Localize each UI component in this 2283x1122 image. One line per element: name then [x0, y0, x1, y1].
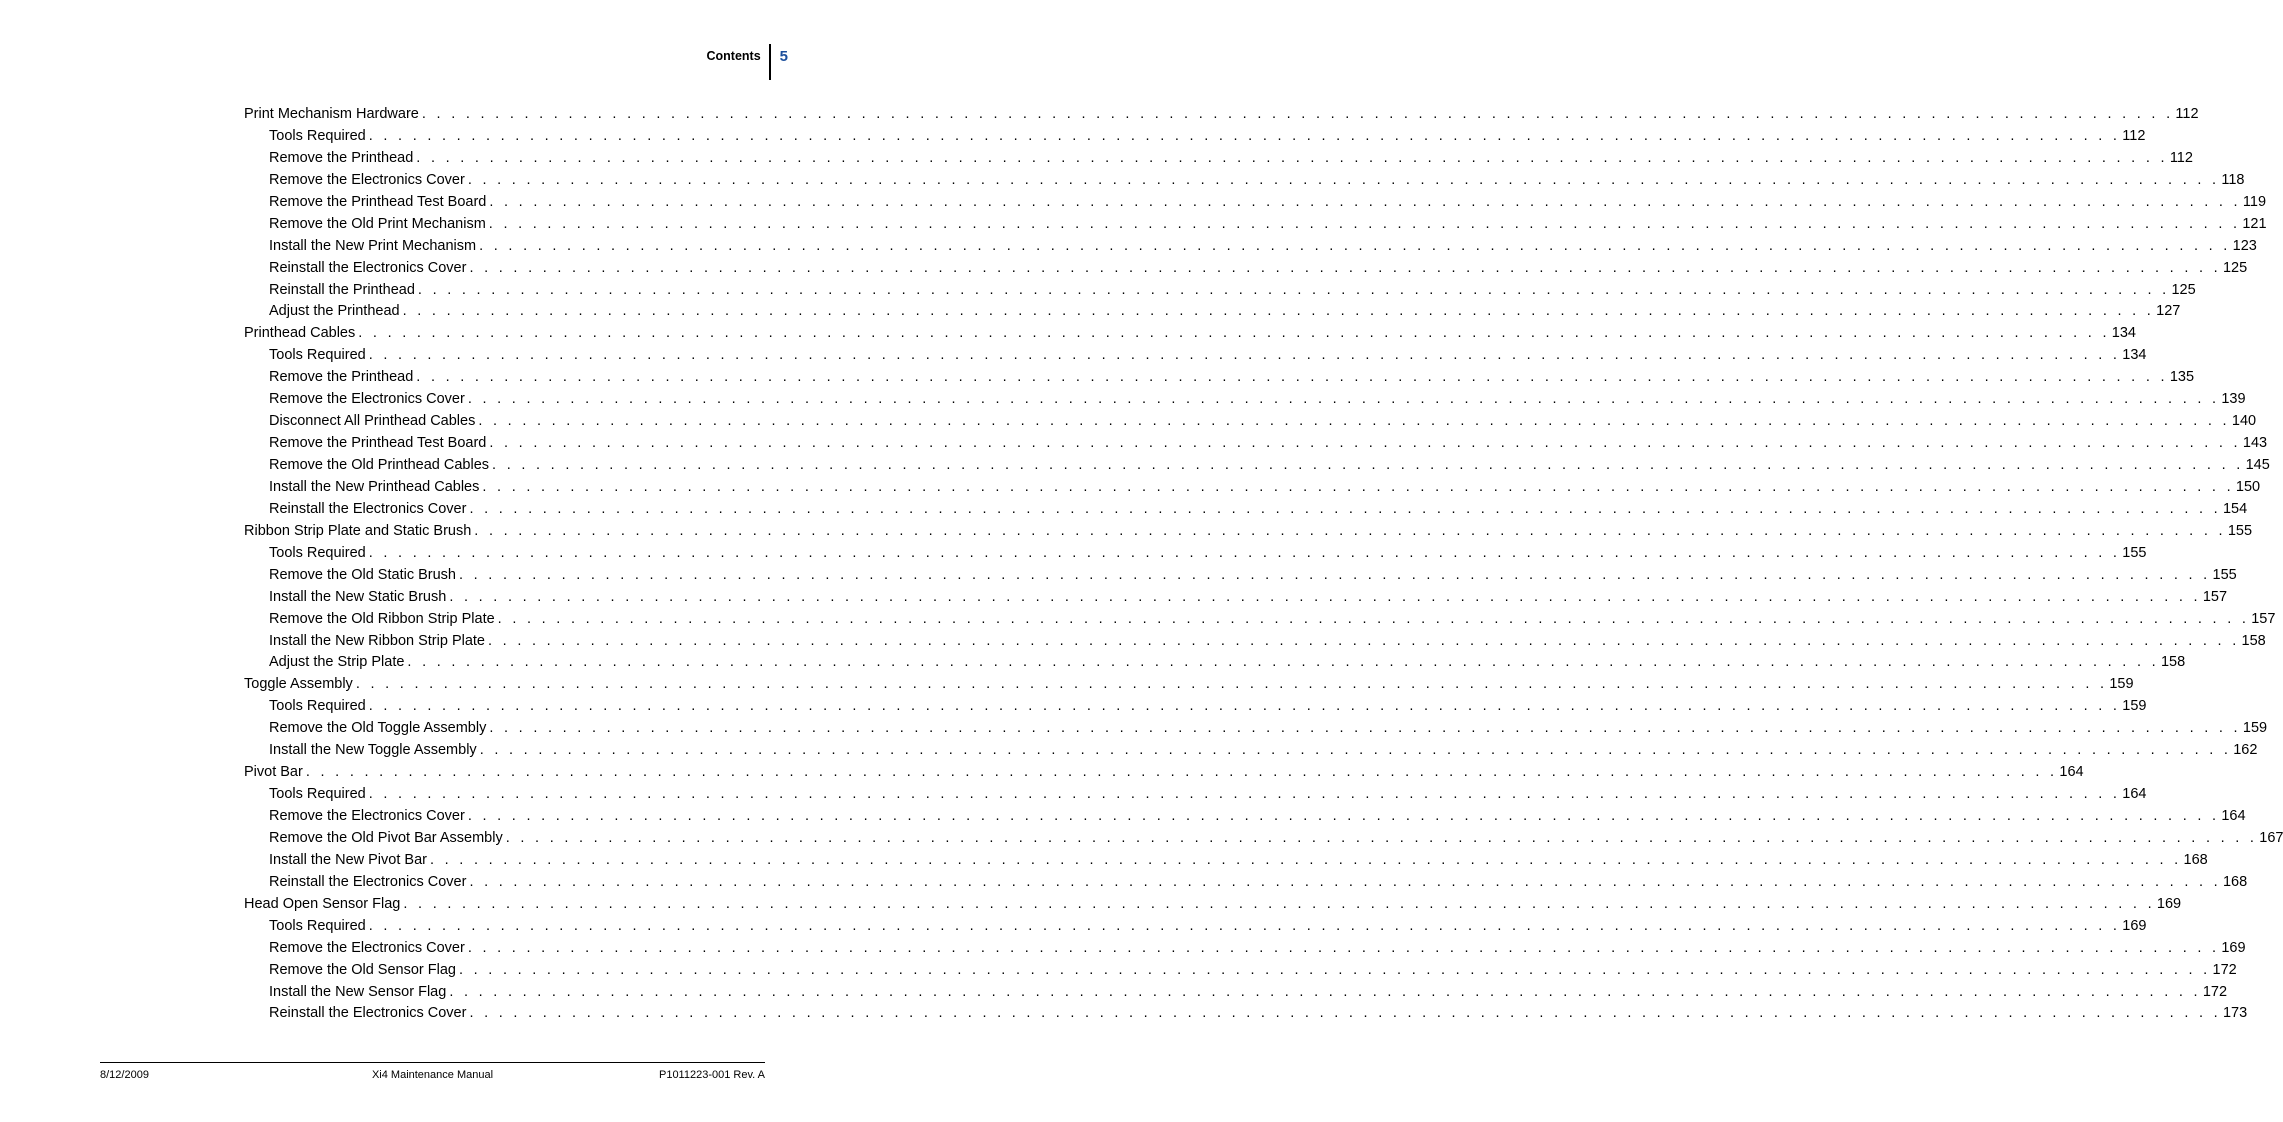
toc-entry-page: 169	[2221, 939, 2246, 956]
toc-dot-leader: . . . . . . . . . . . . . . . . . . . . . . . . . . . . . . . . . . . . . . . . . . . . . . . . . . . . . . . . . . . . . . . . . . . . . . . . . . . . . . . . . . . . . . . . . . . . . . . . . . . . . . . . . . . . . . . . . . . . . . . .	[505, 829, 2258, 846]
footer-date: 8/12/2009	[100, 1069, 149, 1081]
toc-entry-title: Remove the Printhead	[269, 149, 414, 166]
toc-entry-title: Remove the Old Sensor Flag	[269, 961, 456, 978]
toc-entry-title: Remove the Old Print Mechanism	[269, 215, 486, 232]
toc-entry-title: Head Open Sensor Flag	[244, 895, 401, 912]
toc-entry-title: Remove the Printhead	[269, 369, 414, 386]
toc-dot-leader: . . . . . . . . . . . . . . . . . . . . . . . . . . . . . . . . . . . . . . . . . . . . . . . . . . . . . . . . . . . . . . . . . . . . . . . . . . . . . . . . . . . . . . . . . . . . . . . . . . . . . . . . . . . . . . . . . . . . . . . .	[368, 347, 2121, 364]
toc-entry-title: Print Mechanism Hardware	[244, 106, 419, 122]
toc-entry-title: Install the New Pivot Bar	[269, 851, 427, 868]
toc-dot-leader: . . . . . . . . . . . . . . . . . . . . . . . . . . . . . . . . . . . . . . . . . . . . . . . . . . . . . . . . . . . . . . . . . . . . . . . . . . . . . . . . . . . . . . . . . . . . . . . . . . . . . . . . . . . . . . . . . . . . . . . .	[469, 1005, 2221, 1022]
toc-entry-page: 168	[2222, 873, 2248, 890]
toc-entry-page: 123	[2232, 237, 2257, 254]
toc-entry-title: Install the New Static Brush	[269, 588, 447, 605]
toc-entry[interactable]	[244, 281, 2196, 304]
toc-entry-title: Remove the Old Printhead Cables	[269, 457, 490, 473]
toc-entry-page: 157	[2202, 588, 2228, 605]
toc-entry-page: 143	[2242, 435, 2268, 452]
toc-entry[interactable]	[244, 742, 2258, 764]
page-number: 5	[779, 48, 788, 65]
toc-entry-title: Disconnect All Printhead Cables	[269, 413, 476, 430]
toc-dot-leader: . . . . . . . . . . . . . . . . . . . . . . . . . . . . . . . . . . . . . . . . . . . . . . . . . . . . . . . . . . . . . . . . . . . . . . . . . . . . . . . . . . . . . . . . . . . . . . . . . . . . . . . . . . . . . . . . . . . . . . . .	[469, 873, 2221, 890]
toc-dot-leader: . . . . . . . . . . . . . . . . . . . . . . . . . . . . . . . . . . . . . . . . . . . . . . . . . . . . . . . . . . . . . . . . . . . . . . . . . . . . . . . . . . . . . . . . . . . . . . . . . . . . . . . . . . . . . . . . . . . . . . . .	[368, 786, 2121, 803]
toc-dot-leader: . . . . . . . . . . . . . . . . . . . . . . . . . . . . . . . . . . . . . . . . . . . . . . . . . . . . . . . . . . . . . . . . . . . . . . . . . . . . . . . . . . . . . . . . . . . . . . . . . . . . . . . . . . . . . . . . . . . . . . . .	[416, 369, 2168, 386]
footer-part-number: P1011223-001 Rev. A	[658, 1069, 765, 1081]
toc-entry[interactable]	[244, 698, 2147, 720]
toc-entry-page: 158	[2241, 632, 2266, 649]
toc-entry-page: 164	[2059, 764, 2084, 781]
header-divider	[769, 44, 771, 80]
toc-entry[interactable]	[244, 237, 2257, 260]
toc-dot-leader: . . . . . . . . . . . . . . . . . . . . . . . . . . . . . . . . . . . . . . . . . . . . . . . . . . . . . . . . . . . . . . . . . . . . . . . . . . . . . . . . . . . . . . . . . . . . . . . . . . . . . . . . . . . . . . . . . . . . . . . .	[458, 961, 2211, 978]
toc-entry-title: Remove the Electronics Cover	[269, 391, 465, 408]
footer-manual-title: Xi4 Maintenance Manual	[371, 1069, 494, 1081]
toc-entry-page: 119	[2242, 193, 2267, 210]
toc-entry[interactable]	[244, 435, 2268, 457]
toc-entry[interactable]	[244, 1005, 2248, 1027]
toc-entry[interactable]	[244, 500, 2248, 523]
toc-entry-page: 164	[2221, 808, 2246, 824]
toc-dot-leader: . . . . . . . . . . . . . . . . . . . . . . . . . . . . . . . . . . . . . . . . . . . . . . . . . . . . . . . . . . . . . . . . . . . . . . . . . . . . . . . . . . . . . . . . . . . . . . . . . . . . . . . . . . . . . . . . . . . . . . . .	[479, 742, 2232, 759]
toc-entry[interactable]	[244, 171, 2245, 194]
toc-dot-leader: . . . . . . . . . . . . . . . . . . . . . . . . . . . . . . . . . . . . . . . . . . . . . . . . . . . . . . . . . . . . . . . . . . . . . . . . . . . . . . . . . . . . . . . . . . . . . . . . . . . . . . . . . . . . . . . . . . . . . . . .	[417, 281, 2170, 298]
toc-dot-leader: . . . . . . . . . . . . . . . . . . . . . . . . . . . . . . . . . . . . . . . . . . . . . . . . . . . . . . . . . . . . . . . . . . . . . . . . . . . . . . . . . . . . . . . . . . . . . . . . . . . . . . . . . . . . . . . . . . . . . . . .	[429, 851, 2182, 868]
toc-entry-page: 169	[2122, 917, 2147, 934]
toc-dot-leader: . . . . . . . . . . . . . . . . . . . . . . . . . . . . . . . . . . . . . . . . . . . . . . . . . . . . . . . . . . . . . . . . . . . . . . . . . . . . . . . . . . . . . . . . . . . . . . . . . . . . . . . . . . . . . . . . . . . . . . . .	[368, 917, 2121, 934]
toc-entry-title: Toggle Assembly	[244, 676, 353, 693]
toc-entry[interactable]	[244, 588, 2228, 611]
toc-dot-leader: . . . . . . . . . . . . . . . . . . . . . . . . . . . . . . . . . . . . . . . . . . . . . . . . . . . . . . . . . . . . . . . . . . . . . . . . . . . . . . . . . . . . . . . . . . . . . . . . . . . . . . . . . . . . . . . . . . . . . . . .	[355, 676, 2108, 693]
toc-dot-leader: . . . . . . . . . . . . . . . . . . . . . . . . . . . . . . . . . . . . . . . . . . . . . . . . . . . . . . . . . . . . . . . . . . . . . . . . . . . . . . . . . . . . . . . . . . . . . . . . . . . . . . . . . . . . . . . . . . . . . . . .	[488, 215, 2241, 232]
toc-entry-page: 125	[2222, 259, 2248, 276]
toc-entry[interactable]	[244, 413, 2257, 435]
toc-entry-page: 155	[2212, 566, 2237, 583]
toc-dot-leader: . . . . . . . . . . . . . . . . . . . . . . . . . . . . . . . . . . . . . . . . . . . . . . . . . . . . . . . . . . . . . . . . . . . . . . . . . . . . . . . . . . . . . . . . . . . . . . . . . . . . . . . . . . . . . . . . . . . . . . . .	[492, 457, 2244, 473]
toc-dot-leader: . . . . . . . . . . . . . . . . . . . . . . . . . . . . . . . . . . . . . . . . . . . . . . . . . . . . . . . . . . . . . . . . . . . . . . . . . . . . . . . . . . . . . . . . . . . . . . . . . . . . . . . . . . . . . . . . . . . . . . . .	[403, 895, 2155, 912]
toc-dot-leader: . . . . . . . . . . . . . . . . . . . . . . . . . . . . . . . . . . . . . . . . . . . . . . . . . . . . . . . . . . . . . . . . . . . . . . . . . . . . . . . . . . . . . . . . . . . . . . . . . . . . . . . . . . . . . . . . . . . . . . . .	[467, 808, 2220, 824]
toc-entry-title: Install the New Ribbon Strip Plate	[269, 632, 485, 649]
toc-entry-title: Tools Required	[269, 347, 366, 364]
toc-entry-title: Tools Required	[269, 917, 366, 934]
toc-entry[interactable]	[244, 764, 2084, 786]
toc-entry-page: 155	[2122, 544, 2147, 561]
toc-dot-leader: . . . . . . . . . . . . . . . . . . . . . . . . . . . . . . . . . . . . . . . . . . . . . . . . . . . . . . . . . . . . . . . . . . . . . . . . . . . . . . . . . . . . . . . . . . . . . . . . . . . . . . . . . . . . . . . . . . . . . . . .	[421, 106, 2174, 122]
toc-entry-page: 139	[2221, 391, 2246, 408]
toc-dot-leader: . . . . . . . . . . . . . . . . . . . . . . . . . . . . . . . . . . . . . . . . . . . . . . . . . . . . . . . . . . . . . . . . . . . . . . . . . . . . . . . . . . . . . . . . . . . . . . . . . . . . . . . . . . . . . . . . . . . . . . . .	[467, 939, 2220, 956]
toc-entry[interactable]	[244, 127, 2146, 150]
toc-dot-leader: . . . . . . . . . . . . . . . . . . . . . . . . . . . . . . . . . . . . . . . . . . . . . . . . . . . . . . . . . . . . . . . . . . . . . . . . . . . . . . . . . . . . . . . . . . . . . . . . . . . . . . . . . . . . . . . . . . . . . . . .	[489, 435, 2241, 452]
toc-dot-leader: . . . . . . . . . . . . . . . . . . . . . . . . . . . . . . . . . . . . . . . . . . . . . . . . . . . . . . . . . . . . . . . . . . . . . . . . . . . . . . . . . . . . . . . . . . . . . . . . . . . . . . . . . . . . . . . . . . . . . . . .	[467, 171, 2220, 188]
toc-entry-page: 159	[2242, 720, 2268, 737]
toc-entry-page: 157	[2251, 610, 2276, 627]
toc-entry-title: Adjust the Printhead	[269, 303, 400, 320]
toc-dot-leader: . . . . . . . . . . . . . . . . . . . . . . . . . . . . . . . . . . . . . . . . . . . . . . . . . . . . . . . . . . . . . . . . . . . . . . . . . . . . . . . . . . . . . . . . . . . . . . . . . . . . . . . . . . . . . . . . . . . . . . . .	[469, 259, 2221, 276]
toc-entry-title: Remove the Electronics Cover	[269, 808, 465, 824]
toc-entry[interactable]	[244, 917, 2147, 940]
toc-dot-leader: . . . . . . . . . . . . . . . . . . . . . . . . . . . . . . . . . . . . . . . . . . . . . . . . . . . . . . . . . . . . . . . . . . . . . . . . . . . . . . . . . . . . . . . . . . . . . . . . . . . . . . . . . . . . . . . . . . . . . . . .	[478, 413, 2230, 430]
toc-entry[interactable]	[244, 478, 2261, 501]
toc-entry-page: 125	[2171, 281, 2196, 298]
toc-dot-leader: . . . . . . . . . . . . . . . . . . . . . . . . . . . . . . . . . . . . . . . . . . . . . . . . . . . . . . . . . . . . . . . . . . . . . . . . . . . . . . . . . . . . . . . . . . . . . . . . . . . . . . . . . . . . . . . . . . . . . . . .	[489, 720, 2241, 737]
toc-dot-leader: . . . . . . . . . . . . . . . . . . . . . . . . . . . . . . . . . . . . . . . . . . . . . . . . . . . . . . . . . . . . . . . . . . . . . . . . . . . . . . . . . . . . . . . . . . . . . . . . . . . . . . . . . . . . . . . . . . . . . . . .	[368, 544, 2121, 561]
toc-dot-leader: . . . . . . . . . . . . . . . . . . . . . . . . . . . . . . . . . . . . . . . . . . . . . . . . . . . . . . . . . . . . . . . . . . . . . . . . . . . . . . . . . . . . . . . . . . . . . . . . . . . . . . . . . . . . . . . . . . . . . . . .	[449, 588, 2201, 605]
toc-entry[interactable]	[244, 259, 2248, 282]
toc-entry[interactable]	[244, 720, 2268, 742]
toc-entry-title: Remove the Printhead Test Board	[269, 193, 487, 210]
toc-entry-title: Remove the Old Ribbon Strip Plate	[269, 610, 495, 627]
header-title: Contents	[706, 49, 761, 63]
toc-entry-title: Reinstall the Electronics Cover	[269, 500, 467, 517]
footer-divider	[100, 1062, 765, 1063]
toc-entry-title: Reinstall the Electronics Cover	[269, 259, 467, 276]
toc-entry-page: 168	[2183, 851, 2208, 868]
toc-entry-page: 167	[2259, 829, 2283, 846]
toc-entry[interactable]	[244, 347, 2147, 369]
toc-entry-title: Tools Required	[269, 786, 366, 803]
toc-entry-page: 134	[2122, 347, 2147, 364]
toc-entry-page: 159	[2109, 676, 2134, 693]
toc-entry-page: 154	[2222, 500, 2248, 517]
toc-dot-leader: . . . . . . . . . . . . . . . . . . . . . . . . . . . . . . . . . . . . . . . . . . . . . . . . . . . . . . . . . . . . . . . . . . . . . . . . . . . . . . . . . . . . . . . . . . . . . . . . . . . . . . . . . . . . . . . . . . . . . . . .	[407, 654, 2159, 671]
toc-entry-title: Pivot Bar	[244, 764, 303, 781]
toc-entry-page: 112	[2175, 106, 2199, 122]
toc-entry-title: Remove the Old Pivot Bar Assembly	[269, 829, 503, 846]
toc-dot-leader: . . . . . . . . . . . . . . . . . . . . . . . . . . . . . . . . . . . . . . . . . . . . . . . . . . . . . . . . . . . . . . . . . . . . . . . . . . . . . . . . . . . . . . . . . . . . . . . . . . . . . . . . . . . . . . . . . . . . . . . .	[482, 478, 2234, 495]
toc-entry[interactable]	[244, 983, 2228, 1006]
toc-entry-title: Install the New Print Mechanism	[269, 237, 477, 254]
toc-entry-page: 164	[2122, 786, 2147, 803]
toc-dot-leader: . . . . . . . . . . . . . . . . . . . . . . . . . . . . . . . . . . . . . . . . . . . . . . . . . . . . . . . . . . . . . . . . . . . . . . . . . . . . . . . . . . . . . . . . . . . . . . . . . . . . . . . . . . . . . . . . . . . . . . . .	[368, 698, 2121, 715]
toc-entry[interactable]	[244, 391, 2246, 413]
toc-entry-title: Remove the Old Toggle Assembly	[269, 720, 487, 737]
toc-entry[interactable]	[244, 215, 2267, 238]
toc-dot-leader: . . . . . . . . . . . . . . . . . . . . . . . . . . . . . . . . . . . . . . . . . . . . . . . . . . . . . . . . . . . . . . . . . . . . . . . . . . . . . . . . . . . . . . . . . . . . . . . . . . . . . . . . . . . . . . . . . . . . . . . .	[458, 566, 2211, 583]
toc-entry[interactable]	[244, 457, 2270, 479]
toc-dot-leader: . . . . . . . . . . . . . . . . . . . . . . . . . . . . . . . . . . . . . . . . . . . . . . . . . . . . . . . . . . . . . . . . . . . . . . . . . . . . . . . . . . . . . . . . . . . . . . . . . . . . . . . . . . . . . . . . . . . . . . . .	[402, 303, 2155, 320]
toc-entry-page: 112	[2169, 149, 2193, 166]
toc-entry[interactable]	[244, 873, 2248, 896]
table-of-contents	[244, 106, 2283, 1027]
toc-entry-page: 172	[2202, 983, 2228, 1000]
toc-entry-page: 162	[2233, 742, 2258, 759]
toc-entry[interactable]	[244, 303, 2181, 325]
toc-entry-page: 169	[2156, 895, 2182, 912]
toc-dot-leader: . . . . . . . . . . . . . . . . . . . . . . . . . . . . . . . . . . . . . . . . . . . . . . . . . . . . . . . . . . . . . . . . . . . . . . . . . . . . . . . . . . . . . . . . . . . . . . . . . . . . . . . . . . . . . . . . . . . . . . . .	[497, 610, 2250, 627]
toc-dot-leader: . . . . . . . . . . . . . . . . . . . . . . . . . . . . . . . . . . . . . . . . . . . . . . . . . . . . . . . . . . . . . . . . . . . . . . . . . . . . . . . . . . . . . . . . . . . . . . . . . . . . . . . . . . . . . . . . . . . . . . . .	[489, 193, 2241, 210]
toc-entry-title: Remove the Old Static Brush	[269, 566, 456, 583]
toc-entry-title: Tools Required	[269, 698, 366, 715]
toc-entry[interactable]	[244, 808, 2246, 830]
toc-entry-title: Reinstall the Printhead	[269, 281, 415, 298]
page-header	[706, 44, 788, 80]
toc-dot-leader: . . . . . . . . . . . . . . . . . . . . . . . . . . . . . . . . . . . . . . . . . . . . . . . . . . . . . . . . . . . . . . . . . . . . . . . . . . . . . . . . . . . . . . . . . . . . . . . . . . . . . . . . . . . . . . . . . . . . . . . .	[416, 149, 2168, 166]
toc-entry-title: Remove the Printhead Test Board	[269, 435, 487, 452]
toc-entry[interactable]	[244, 676, 2134, 698]
toc-entry-page: 135	[2169, 369, 2195, 386]
toc-entry[interactable]	[244, 369, 2195, 391]
toc-entry-title: Install the New Printhead Cables	[269, 478, 480, 495]
toc-entry-title: Adjust the Strip Plate	[269, 654, 405, 671]
toc-entry[interactable]	[244, 786, 2147, 808]
toc-entry[interactable]	[244, 325, 2136, 347]
toc-entry-title: Tools Required	[269, 544, 366, 561]
toc-entry-title: Install the New Toggle Assembly	[269, 742, 477, 759]
toc-dot-leader: . . . . . . . . . . . . . . . . . . . . . . . . . . . . . . . . . . . . . . . . . . . . . . . . . . . . . . . . . . . . . . . . . . . . . . . . . . . . . . . . . . . . . . . . . . . . . . . . . . . . . . . . . . . . . . . . . . . . . . . .	[479, 237, 2231, 254]
toc-entry-title: Ribbon Strip Plate and Static Brush	[244, 522, 472, 539]
toc-entry[interactable]	[244, 895, 2182, 918]
toc-entry-page: 172	[2212, 961, 2237, 978]
toc-dot-leader: . . . . . . . . . . . . . . . . . . . . . . . . . . . . . . . . . . . . . . . . . . . . . . . . . . . . . . . . . . . . . . . . . . . . . . . . . . . . . . . . . . . . . . . . . . . . . . . . . . . . . . . . . . . . . . . . . . . . . . . .	[305, 764, 2058, 781]
toc-entry[interactable]	[244, 939, 2246, 962]
toc-entry-page: 121	[2242, 215, 2267, 232]
toc-entry-page: 159	[2122, 698, 2147, 715]
toc-dot-leader: . . . . . . . . . . . . . . . . . . . . . . . . . . . . . . . . . . . . . . . . . . . . . . . . . . . . . . . . . . . . . . . . . . . . . . . . . . . . . . . . . . . . . . . . . . . . . . . . . . . . . . . . . . . . . . . . . . . . . . . .	[488, 632, 2240, 649]
toc-entry[interactable]	[244, 632, 2266, 655]
toc-dot-leader: . . . . . . . . . . . . . . . . . . . . . . . . . . . . . . . . . . . . . . . . . . . . . . . . . . . . . . . . . . . . . . . . . . . . . . . . . . . . . . . . . . . . . . . . . . . . . . . . . . . . . . . . . . . . . . . . . . . . . . . .	[368, 127, 2121, 144]
toc-entry-page: 173	[2222, 1005, 2248, 1022]
toc-entry[interactable]	[244, 106, 2199, 128]
toc-entry[interactable]	[244, 522, 2253, 545]
toc-entry-page: 118	[2221, 171, 2245, 188]
toc-dot-leader: . . . . . . . . . . . . . . . . . . . . . . . . . . . . . . . . . . . . . . . . . . . . . . . . . . . . . . . . . . . . . . . . . . . . . . . . . . . . . . . . . . . . . . . . . . . . . . . . . . . . . . . . . . . . . . . . . . . . . . . .	[449, 983, 2201, 1000]
toc-entry-page: 150	[2235, 478, 2261, 495]
toc-entry-page: 127	[2156, 303, 2181, 320]
toc-entry-page: 112	[2122, 127, 2146, 144]
toc-entry-title: Reinstall the Electronics Cover	[269, 873, 467, 890]
toc-entry-title: Tools Required	[269, 127, 366, 144]
toc-entry-page: 155	[2227, 522, 2253, 539]
toc-entry[interactable]	[244, 544, 2147, 567]
toc-dot-leader: . . . . . . . . . . . . . . . . . . . . . . . . . . . . . . . . . . . . . . . . . . . . . . . . . . . . . . . . . . . . . . . . . . . . . . . . . . . . . . . . . . . . . . . . . . . . . . . . . . . . . . . . . . . . . . . . . . . . . . . .	[358, 325, 2110, 342]
toc-entry[interactable]	[244, 654, 2186, 676]
toc-entry-title: Remove the Electronics Cover	[269, 171, 465, 188]
toc-entry-page: 145	[2245, 457, 2270, 473]
toc-entry-page: 158	[2160, 654, 2186, 671]
toc-dot-leader: . . . . . . . . . . . . . . . . . . . . . . . . . . . . . . . . . . . . . . . . . . . . . . . . . . . . . . . . . . . . . . . . . . . . . . . . . . . . . . . . . . . . . . . . . . . . . . . . . . . . . . . . . . . . . . . . . . . . . . . .	[474, 522, 2226, 539]
toc-entry-title: Printhead Cables	[244, 325, 356, 342]
toc-entry-page: 140	[2231, 413, 2257, 430]
toc-entry-page: 134	[2111, 325, 2136, 342]
toc-entry[interactable]	[244, 851, 2208, 874]
toc-entry[interactable]	[244, 829, 2283, 852]
toc-dot-leader: . . . . . . . . . . . . . . . . . . . . . . . . . . . . . . . . . . . . . . . . . . . . . . . . . . . . . . . . . . . . . . . . . . . . . . . . . . . . . . . . . . . . . . . . . . . . . . . . . . . . . . . . . . . . . . . . . . . . . . . .	[467, 391, 2220, 408]
toc-entry[interactable]	[244, 149, 2193, 172]
toc-entry[interactable]	[244, 961, 2237, 984]
toc-entry[interactable]	[244, 610, 2276, 633]
toc-dot-leader: . . . . . . . . . . . . . . . . . . . . . . . . . . . . . . . . . . . . . . . . . . . . . . . . . . . . . . . . . . . . . . . . . . . . . . . . . . . . . . . . . . . . . . . . . . . . . . . . . . . . . . . . . . . . . . . . . . . . . . . .	[469, 500, 2221, 517]
toc-entry-title: Remove the Electronics Cover	[269, 939, 465, 956]
toc-entry-title: Install the New Sensor Flag	[269, 983, 447, 1000]
toc-entry[interactable]	[244, 193, 2267, 216]
toc-entry[interactable]	[244, 566, 2237, 589]
toc-entry-title: Reinstall the Electronics Cover	[269, 1005, 467, 1022]
